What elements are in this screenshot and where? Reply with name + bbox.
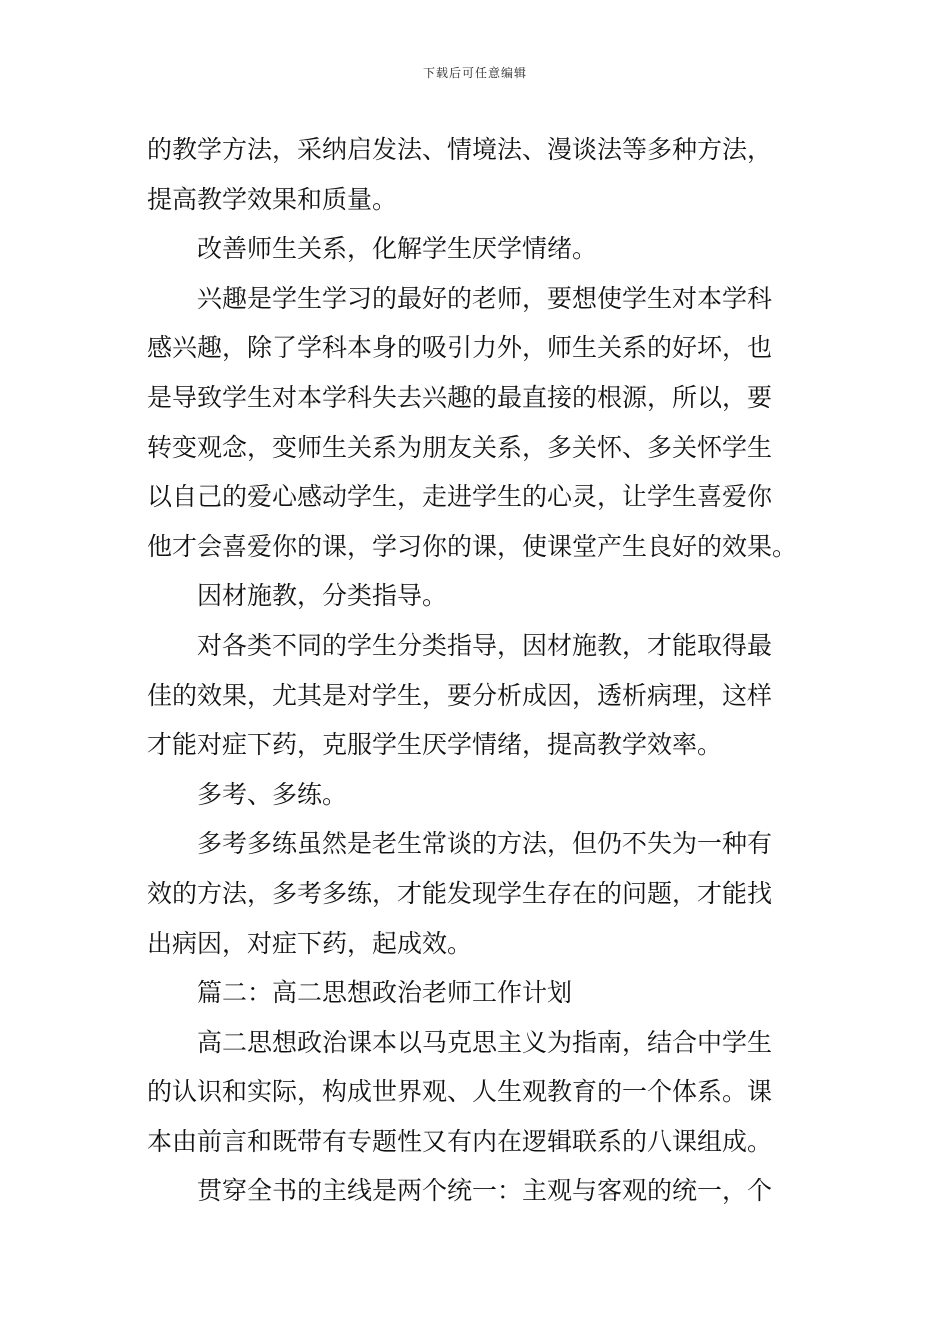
- text-line: 多考多练虽然是老生常谈的方法，但仍不失为一种有: [197, 829, 773, 859]
- text-line: 本由前言和既带有专题性又有内在逻辑联系的八课组成。: [147, 1126, 773, 1156]
- text-line: 感兴趣，除了学科本身的吸引力外，师生关系的好坏，也: [147, 333, 773, 363]
- text-line: 高二思想政治课本以马克思主义为指南，结合中学生: [197, 1027, 773, 1057]
- text-line: 以自己的爱心感动学生，走进学生的心灵，让学生喜爱你: [147, 482, 773, 512]
- text-line: 贯穿全书的主线是两个统一：主观与客观的统一，个: [197, 1176, 773, 1206]
- text-line: 他才会喜爱你的课，学习你的课，使课堂产生良好的效果。: [147, 531, 798, 561]
- text-line: 出病因，对症下药，起成效。: [147, 928, 473, 958]
- section-heading: 因材施教，分类指导。: [197, 581, 448, 611]
- text-line: 效的方法，多考多练，才能发现学生存在的问题，才能找: [147, 878, 773, 908]
- section-heading: 改善师生关系，化解学生厌学情绪。: [197, 234, 598, 264]
- text-line: 的教学方法，采纳启发法、情境法、漫谈法等多种方法，: [147, 135, 773, 164]
- chapter-title: 篇二：高二思想政治老师工作计划: [197, 978, 573, 1008]
- page-header: 下载后可任意编辑: [422, 66, 527, 80]
- text-line: 转变观念，变师生关系为朋友关系，多关怀、多关怀学生: [147, 432, 773, 462]
- text-line: 对各类不同的学生分类指导，因材施教，才能取得最: [197, 630, 773, 660]
- document-body: [147, 125, 813, 1216]
- section-heading: 多考、多练。: [197, 779, 348, 809]
- text-line: 兴趣是学生学习的最好的老师，要想使学生对本学科: [197, 283, 773, 313]
- text-line: 的认识和实际，构成世界观、人生观教育的一个体系。课: [147, 1077, 773, 1107]
- text-line: 佳的效果，尤其是对学生，要分析成因，透析病理，这样: [147, 680, 773, 710]
- text-line: 才能对症下药，克服学生厌学情绪，提高教学效率。: [147, 730, 723, 760]
- text-line: 是导致学生对本学科失去兴趣的最直接的根源，所以，要: [147, 382, 773, 412]
- text-line: 提高教学效果和质量。: [147, 184, 398, 214]
